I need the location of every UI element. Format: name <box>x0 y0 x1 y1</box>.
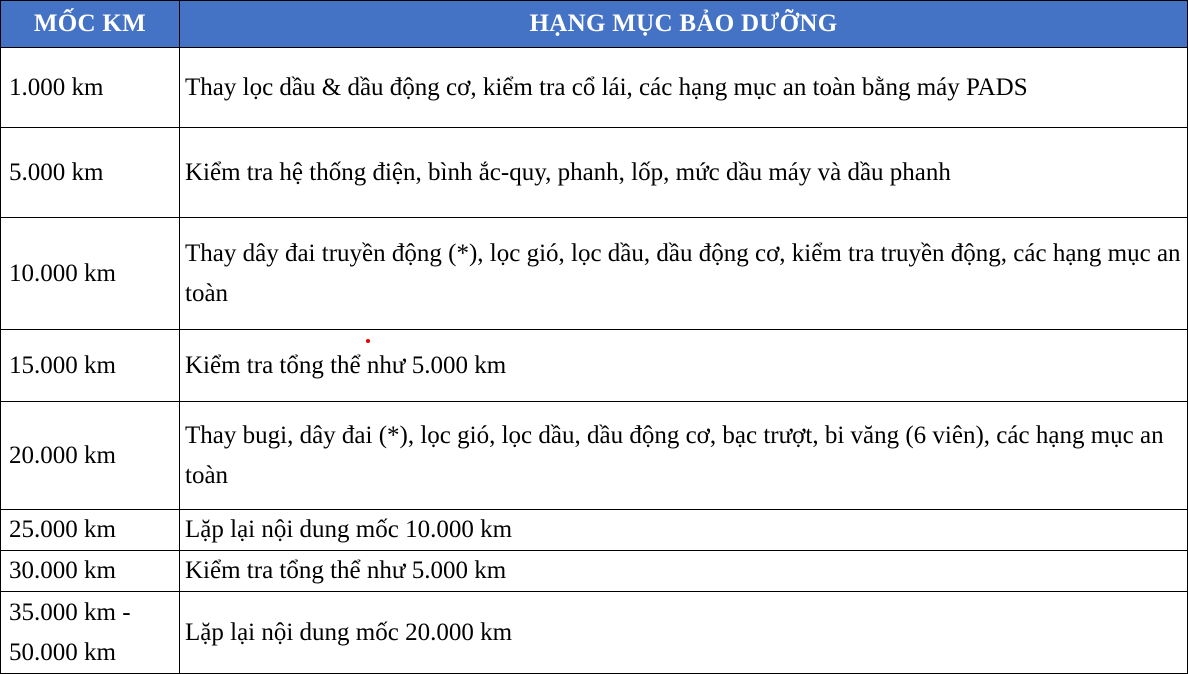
header-row <box>1 1 1188 48</box>
items-cell: Thay dây đai truyền động (*), lọc gió, lọc dầu, dầu động cơ, kiểm tra truyền động, các hạng mục an toàn <box>180 218 1188 330</box>
items-cell: Thay lọc dầu & dầu động cơ, kiểm tra cổ lái, các hạng mục an toàn bằng máy PADS <box>180 48 1188 128</box>
km-cell: 1.000 km <box>1 48 180 128</box>
table-row <box>1 592 1188 674</box>
table-header <box>1 1 1188 48</box>
table-row <box>1 551 1188 592</box>
table-row <box>1 218 1188 330</box>
table-row <box>1 510 1188 551</box>
items-cell: Kiểm tra tổng thể như 5.000 km <box>180 551 1188 592</box>
items-cell: Lặp lại nội dung mốc 10.000 km <box>180 510 1188 551</box>
km-cell: 30.000 km <box>1 551 180 592</box>
km-cell: 20.000 km <box>1 402 180 510</box>
items-cell: Kiểm tra tổng thể như 5.000 km <box>180 330 1188 402</box>
km-cell: 15.000 km <box>1 330 180 402</box>
km-cell: 5.000 km <box>1 128 180 218</box>
table-row <box>1 128 1188 218</box>
items-cell: Thay bugi, dây đai (*), lọc gió, lọc dầu, dầu động cơ, bạc trượt, bi văng (6 viên), các hạng mục an toàn <box>180 402 1188 510</box>
items-cell: Kiểm tra hệ thống điện, bình ắc-quy, phanh, lốp, mức dầu máy và dầu phanh <box>180 128 1188 218</box>
header-km: MỐC KM <box>1 1 180 48</box>
red-dot-marker <box>366 339 370 343</box>
items-cell: Lặp lại nội dung mốc 20.000 km <box>180 592 1188 674</box>
header-items: HẠNG MỤC BẢO DƯỠNG <box>180 1 1188 48</box>
km-cell: 10.000 km <box>1 218 180 330</box>
km-cell: 35.000 km - 50.000 km <box>1 592 180 674</box>
table-body <box>1 48 1188 674</box>
table-row <box>1 48 1188 128</box>
km-cell: 25.000 km <box>1 510 180 551</box>
table-row <box>1 330 1188 402</box>
table-row <box>1 402 1188 510</box>
